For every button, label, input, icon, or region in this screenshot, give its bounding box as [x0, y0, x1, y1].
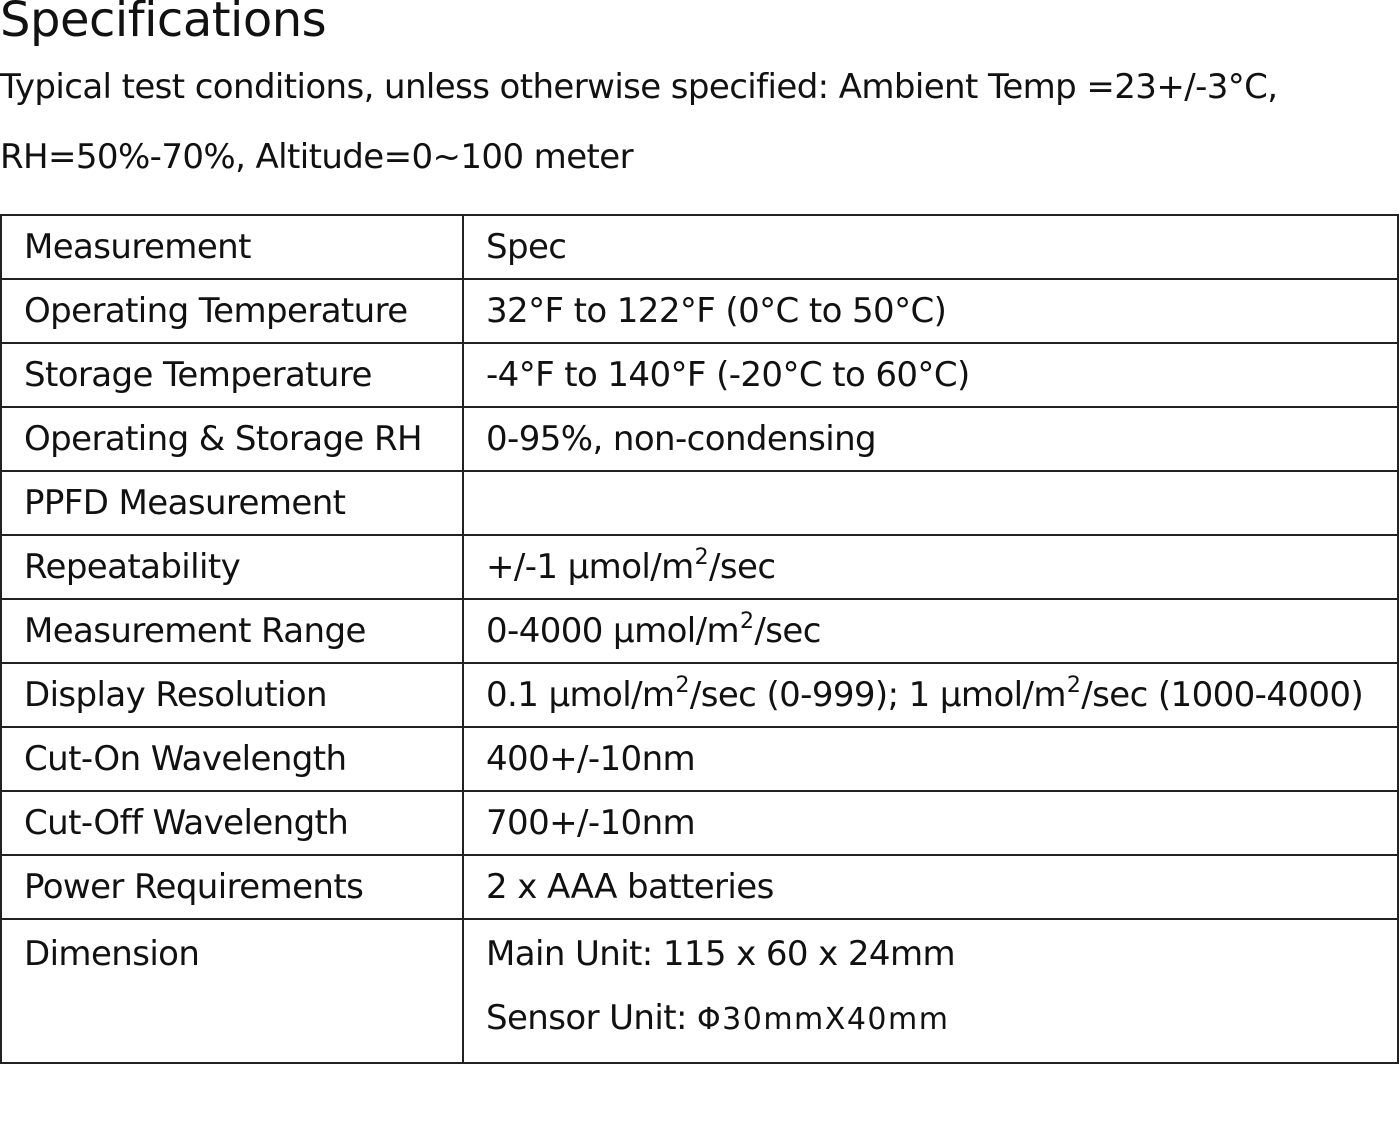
spec-cell: 2 x AAA batteries: [463, 855, 1398, 919]
measurement-cell: Cut-On Wavelength: [1, 727, 463, 791]
spec-cell: 400+/-10nm: [463, 727, 1398, 791]
spec-cell: 0-95%, non-condensing: [463, 407, 1398, 471]
measurement-cell: Measurement Range: [1, 599, 463, 663]
measurement-cell: Operating & Storage RH: [1, 407, 463, 471]
measurement-cell: Power Requirements: [1, 855, 463, 919]
table-header-row: [1, 215, 1398, 279]
spec-line: [486, 998, 1397, 1048]
spec-line: Main Unit: 115 x 60 x 24mm: [486, 934, 955, 974]
measurement-cell: Repeatability: [1, 535, 463, 599]
spec-cell: -4°F to 140°F (-20°C to 60°C): [463, 343, 1398, 407]
table-row: [1, 407, 1398, 471]
measurement-cell: Dimension: [1, 919, 463, 1063]
superscript: 2: [1066, 673, 1081, 698]
table-row: [1, 343, 1398, 407]
spec-text: Sensor Unit:: [486, 998, 698, 1038]
header-spec: Spec: [463, 215, 1398, 279]
test-conditions-line-1: Typical test conditions, unless otherwise specified: Ambient Temp =23+/-3°C,: [0, 67, 1278, 107]
spec-text: 0.1 μmol/m: [486, 675, 675, 715]
header-measurement: Measurement: [1, 215, 463, 279]
table-row: [1, 599, 1398, 663]
measurement-cell: Storage Temperature: [1, 343, 463, 407]
specifications-table: [0, 214, 1399, 1064]
spec-text: /sec (0-999); 1 μmol/m: [689, 675, 1066, 715]
table-row: [1, 663, 1398, 727]
spec-cell: [463, 663, 1398, 727]
spec-text: /sec (1000-4000): [1081, 675, 1364, 715]
sensor-dimension-value: Φ30mmX40mm: [697, 1002, 950, 1037]
spec-cell: [463, 919, 1398, 1063]
table-row: [1, 535, 1398, 599]
measurement-cell: Cut-Off Wavelength: [1, 791, 463, 855]
table-row: [1, 919, 1398, 1063]
page-title: Specifications: [0, 0, 327, 48]
table-row: [1, 855, 1398, 919]
spec-cell: 32°F to 122°F (0°C to 50°C): [463, 279, 1398, 343]
superscript: 2: [694, 545, 709, 570]
spec-text: /sec: [754, 611, 821, 651]
test-conditions-line-2: RH=50%-70%, Altitude=0~100 meter: [0, 137, 633, 177]
spec-text: 0-4000 μmol/m: [486, 611, 740, 651]
table-row: [1, 279, 1398, 343]
table-row: [1, 727, 1398, 791]
spec-cell: [463, 471, 1398, 535]
measurement-cell: Operating Temperature: [1, 279, 463, 343]
table-row: [1, 471, 1398, 535]
measurement-cell: PPFD Measurement: [1, 471, 463, 535]
spec-text: /sec: [709, 547, 776, 587]
superscript: 2: [740, 609, 754, 634]
spec-cell: 700+/-10nm: [463, 791, 1398, 855]
spec-cell: [463, 599, 1398, 663]
superscript: 2: [675, 673, 689, 698]
spec-text: +/-1 μmol/m: [486, 547, 694, 587]
table-row: [1, 791, 1398, 855]
measurement-cell: Display Resolution: [1, 663, 463, 727]
spec-cell: [463, 535, 1398, 599]
